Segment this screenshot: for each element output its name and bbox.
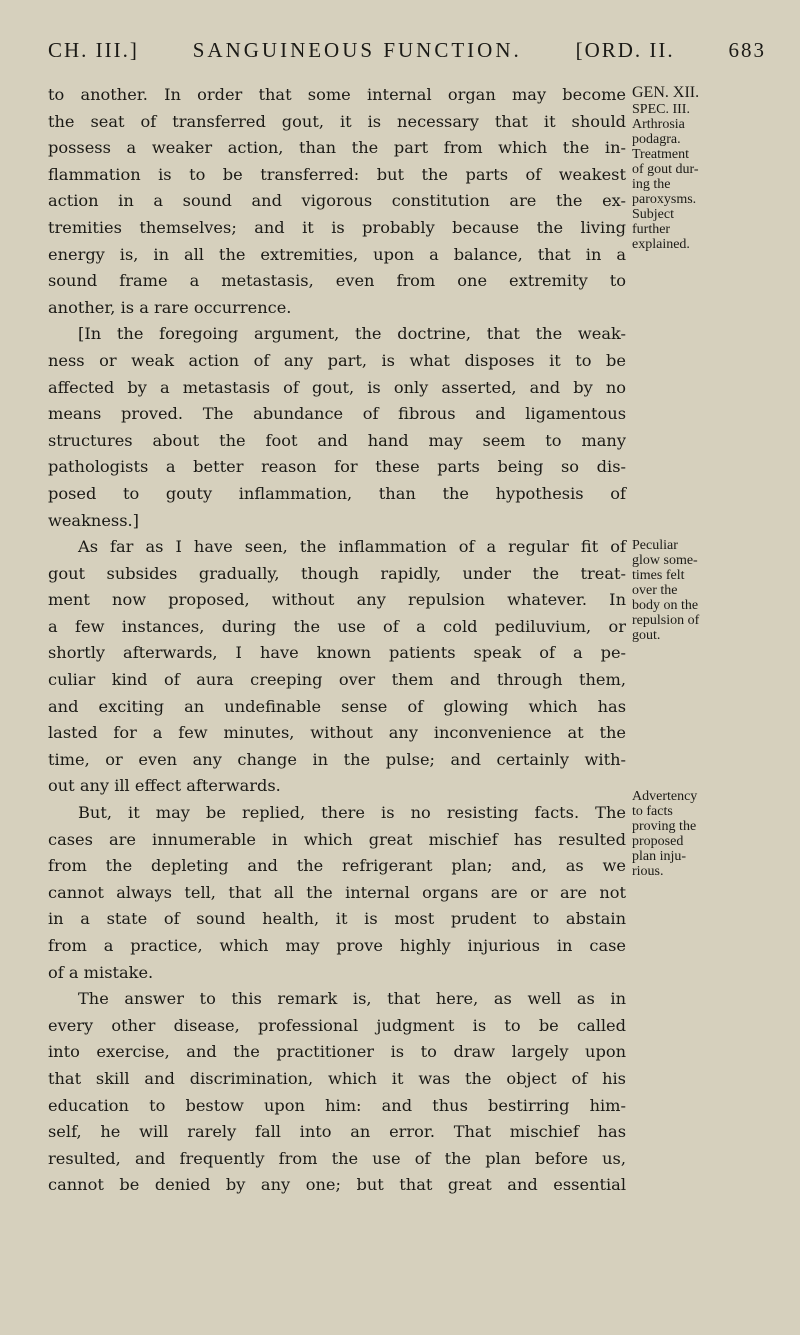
text-line: action in a sound and vigorous constitution are the ex- (48, 191, 626, 211)
text-line: sound frame a metastasis, even from one extremity to (48, 271, 626, 291)
margin-line: rious. (632, 864, 664, 879)
text-line: out any ill effect afterwards. (48, 776, 281, 796)
text-line: As far as I have seen, the inflammation of a regular fit of (78, 537, 626, 557)
text-line: cannot always tell, that all the internal organs are or are not (48, 882, 626, 902)
running-header (48, 38, 766, 68)
text-line: posed to gouty inflammation, than the hypothesis of (48, 483, 626, 503)
text-line: every other disease, professional judgment is to be called (48, 1015, 626, 1035)
text-line: resulted, and frequently from the use of the plan before us, (48, 1148, 626, 1168)
margin-note-advertency (632, 789, 772, 879)
chapter-marker: CH. III.] (48, 38, 139, 62)
margin-line: plan inju- (632, 849, 687, 864)
margin-line: repulsion of (632, 613, 700, 628)
main-text (48, 82, 626, 1199)
text-line: affected by a metastasis of gout, is only asserted, and by no (48, 377, 626, 397)
margin-line: GEN. XII. (632, 84, 700, 101)
text-line: weakness.] (48, 510, 139, 530)
margin-line: SPEC. III. (632, 102, 690, 117)
margin-note-treatment (632, 84, 772, 252)
text-line: But, it may be replied, there is no resisting facts. The (78, 803, 626, 823)
text-line: flammation is to be transferred: but the parts of weakest (48, 164, 626, 184)
text-line: energy is, in all the extremities, upon a balance, that in a (48, 244, 626, 264)
text-line: to another. In order that some internal organ may become (48, 85, 626, 104)
text-line: the seat of transferred gout, it is necessary that it should (48, 111, 626, 131)
text-line: into exercise, and the practitioner is to draw largely upon (48, 1042, 626, 1062)
text-line: and exciting an undefinable sense of glowing which has (48, 696, 626, 716)
text-line: a few instances, during the use of a cold pediluvium, or (48, 616, 626, 636)
text-line: ness or weak action of any part, is what disposes it to be (48, 350, 626, 370)
margin-line: proposed (632, 834, 684, 849)
text-line: The answer to this remark is, that here, as well as in (78, 989, 626, 1009)
text-line: tremities themselves; and it is probably because the living (48, 217, 626, 237)
margin-note-peculiar-glow (632, 538, 772, 643)
text-line: from a practice, which may prove highly injurious in case (48, 936, 626, 955)
margin-line: paroxysms. (632, 192, 697, 207)
text-line: [In the foregoing argument, the doctrine, that the weak- (78, 324, 626, 344)
text-line: in a state of sound health, it is most prudent to abstain (48, 909, 626, 929)
margin-line: over the (632, 583, 678, 598)
text-line: cases are innumerable in which great mischief has resulted (48, 829, 626, 849)
margin-line: Arthrosia (632, 117, 685, 132)
text-line: that skill and discrimination, which it was the object of his (48, 1068, 626, 1088)
text-line: culiar kind of aura creeping over them and through them, (48, 670, 626, 690)
text-line: time, or even any change in the pulse; and certainly with- (48, 749, 626, 769)
margin-line: to facts (632, 804, 673, 819)
margin-line: Advertency (632, 789, 698, 804)
margin-line: ing the (632, 177, 671, 192)
margin-line: Peculiar (632, 538, 678, 553)
running-title: SANGUINEOUS FUNCTION. (192, 38, 522, 62)
text-line: another, is a rare occurrence. (48, 297, 292, 317)
text-line: means proved. The abundance of fibrous and ligamentous (48, 404, 626, 424)
text-line: shortly afterwards, I have known patients speak of a pe- (48, 643, 626, 663)
margin-line: podagra. (632, 132, 681, 147)
text-line: gout subsides gradually, though rapidly, under the treat- (48, 563, 626, 583)
text-line: cannot be denied by any one; but that great and essential (48, 1175, 626, 1195)
text-line: lasted for a few minutes, without any inconvenience at the (48, 723, 626, 743)
margin-line: proving the (632, 819, 697, 834)
margin-line: times felt (632, 568, 685, 583)
text-line: of a mistake. (48, 962, 154, 982)
text-line: from the depleting and the refrigerant plan; and, as we (48, 856, 626, 876)
margin-line: Treatment (632, 147, 690, 162)
text-line: self, he will rarely fall into an error. That mischief has (48, 1122, 626, 1142)
text-line: possess a weaker action, than the part from which the in- (48, 138, 626, 158)
text-line: pathologists a better reason for these parts being so dis- (48, 457, 626, 477)
margin-line: further (632, 222, 671, 237)
margin-line: glow some- (632, 553, 698, 568)
text-line: ment now proposed, without any repulsion whatever. In (48, 590, 626, 610)
margin-line: of gout dur- (632, 162, 699, 177)
margin-line: body on the (632, 598, 699, 613)
text-line: education to bestow upon him: and thus bestirring him- (48, 1095, 626, 1115)
text-line: structures about the foot and hand may seem to many (48, 430, 626, 450)
page-number: 683 (728, 38, 766, 62)
margin-line: Subject (632, 207, 674, 222)
margin-line: gout. (632, 628, 661, 643)
margin-line: explained. (632, 237, 690, 252)
order-marker: [ORD. II. (575, 38, 675, 62)
